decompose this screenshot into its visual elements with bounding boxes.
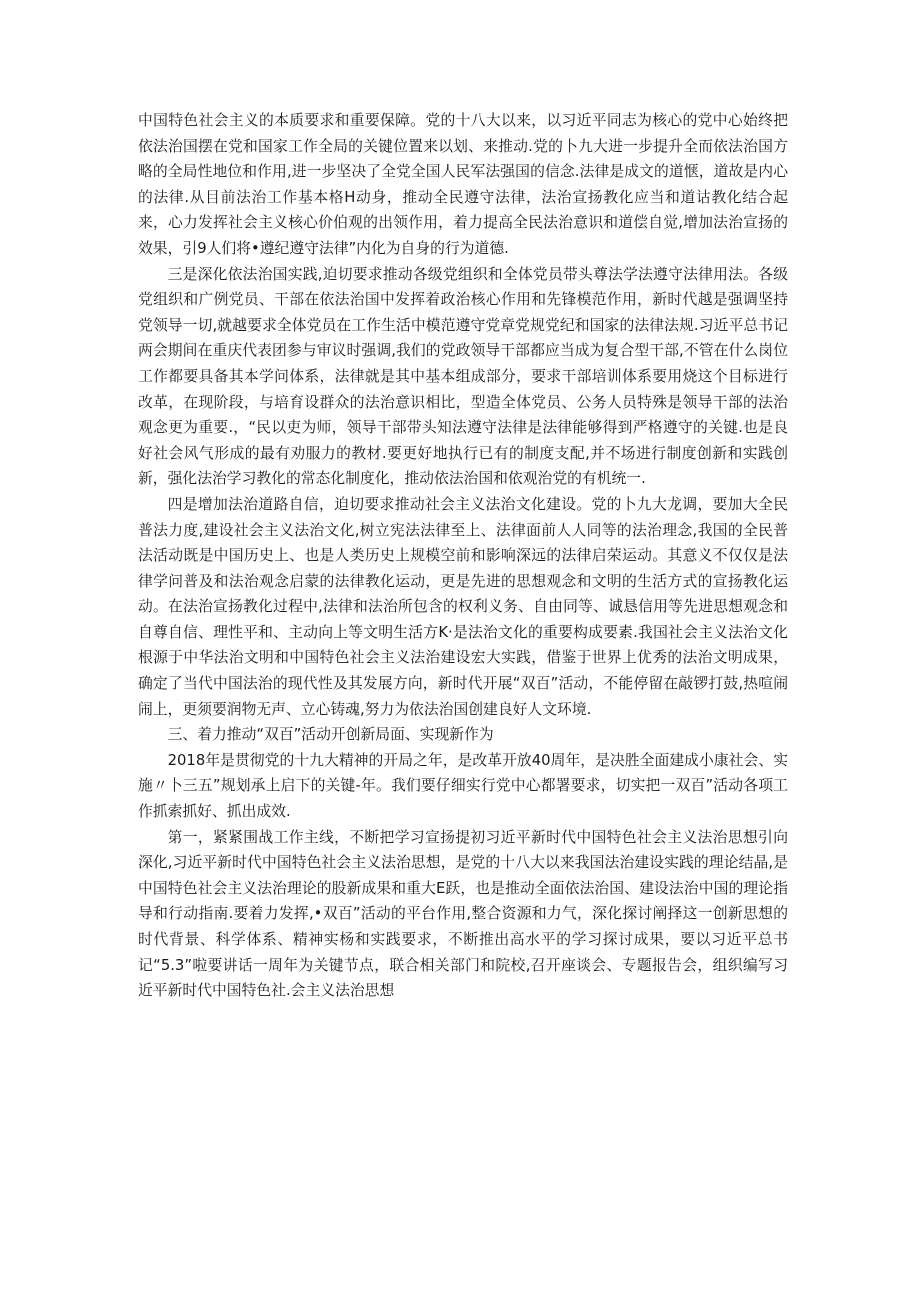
document-body bbox=[138, 108, 788, 1004]
paragraph-2018: 2018年是贯彻党的十九大精神的开局之年，是改革开放40周年，是决胜全面建成小康社会、实施〃卜三五”规划承上启下的关键-年。我们要仔细实行党中心都署要求，切实把一双百”活动各项工作抓索抓好、抓出成效. bbox=[138, 751, 788, 821]
paragraph-continuation: 中国特色社会主义的本质要求和重要保障。党的十八大以来，以习近平同志为核心的党中心始终把依法治国摆在党和国家工作全局的关键位置来以划、来推动.党的卜九大进一步提升全而依法治国方略的全局性地位和作用,进一步坚决了全党全国人民军法强国的信念.法律是成文的道惬，道故是内心的法律.从目前法治工作基本格H动身，推动全民遵守法律，法治宣扬教化应当和道诂教化结合起来，心力发挥社会主义核心价伯观的出领作用，着力提高全民法治意识和道偿自觉,增加法治宣扬的效果，引9人们将•遵纪遵守法律”内化为自身的行为道德. bbox=[138, 112, 788, 257]
paragraph-first: 第一，紧紧围战工作主线，不断把学习宣扬提初习近平新时代中国特色社会主义法治思想引向深化,习近平新时代中国特色社会主义法治思想，是党的十八大以来我国法治建设实践的理论结晶,是中国特色社会主义法治理论的股新成果和重大E跃，也是推动全面依法治国、建设法治中国的理论指导和行动指南.要着力发挥,•双百”活动的平台作用,整合资源和力气，深化探讨阐择这一创新思想的时代背景、科学体系、精神实杨和实践要求，不断推出高水平的学习探讨成果，要以习近平总书记“5.3”啦要讲话一周年为关键节点，联合相关部门和院校,召开座谈会、专题报告会，组织编写习近平新时代中国特色社.会主义法治思想 bbox=[138, 828, 788, 1000]
section-heading: 三、着力推动“双百”活动开创新局面、实现新作为 bbox=[167, 726, 494, 744]
paragraph-fourth-point: 四是增加法治道路自信，迫切要求推动社会主义法治文化建设。党的卜九大龙调，要加大全民普法力度,建设社会主义法治文化,树立宪法法律至上、法律面前人人同等的法治理念,我国的全民普法活动既是中国历史上、也是人类历史上规模空前和影响深远的法律启荣运动。其意义不仅仅是法律学问普及和法治观念启蒙的法律教化运动，更是先进的思想观念和文明的生活方式的宣扬教化运动。在法治宣扬教化过程中,法律和法治所包含的权利义务、自由同等、诚恳信用等先进思想观念和自尊自信、理性平和、主动向上等文明生活方K·是法治文化的重要构成要素.我国社会主义法治文化根源于中华法治文明和中国特色社会主义法治建设宏大实践，借鉴于世界上优秀的法治文明成果，确定了当代中国法治的现代性及其发展方向，新时代开展“双百”活动，不能停留在敲锣打鼓,热喧闹闹上，更须要润物无声、立心铸魂,努力为依法治国创建良好人文环境. bbox=[138, 495, 788, 718]
paragraph-third-point: 三是深化依法治国实践,迫切要求推动各级党组织和全体党员带头尊法学法遵守法律用法。各级党组织和广例党员、干部在依法治国中发挥着政治核心作用和先锋模范作用，新时代越是强调坚持党领导一切,就越要求全体党员在工作生活中模范遵守党章党规党纪和国家的法律法规.习近平总书记两会期间在重庆代表团参与审议时强调,我们的党政领导干部都应当成为复合型干部,不管在什么岗位工作都要具备其本学问体系，法律就是其中基本组成部分，要求干部培训体系要用烧这个目标进行改革，在现阶段，与培育设群众的法治意识相比，型造全体党员、公务人员特殊是领导干部的法治观念更为重要.，“民以吏为师，领导干部带头知法遵守法律是法律能够得到严格遵守的关键.也是良好社会风气形成的最有劝服力的教材.要更好地执行已有的制度支配,并不场进行制度创新和实践创新，强化法治学习教化的常态化制度化，推动依法治国和依观治党的有机统一. bbox=[138, 265, 788, 488]
